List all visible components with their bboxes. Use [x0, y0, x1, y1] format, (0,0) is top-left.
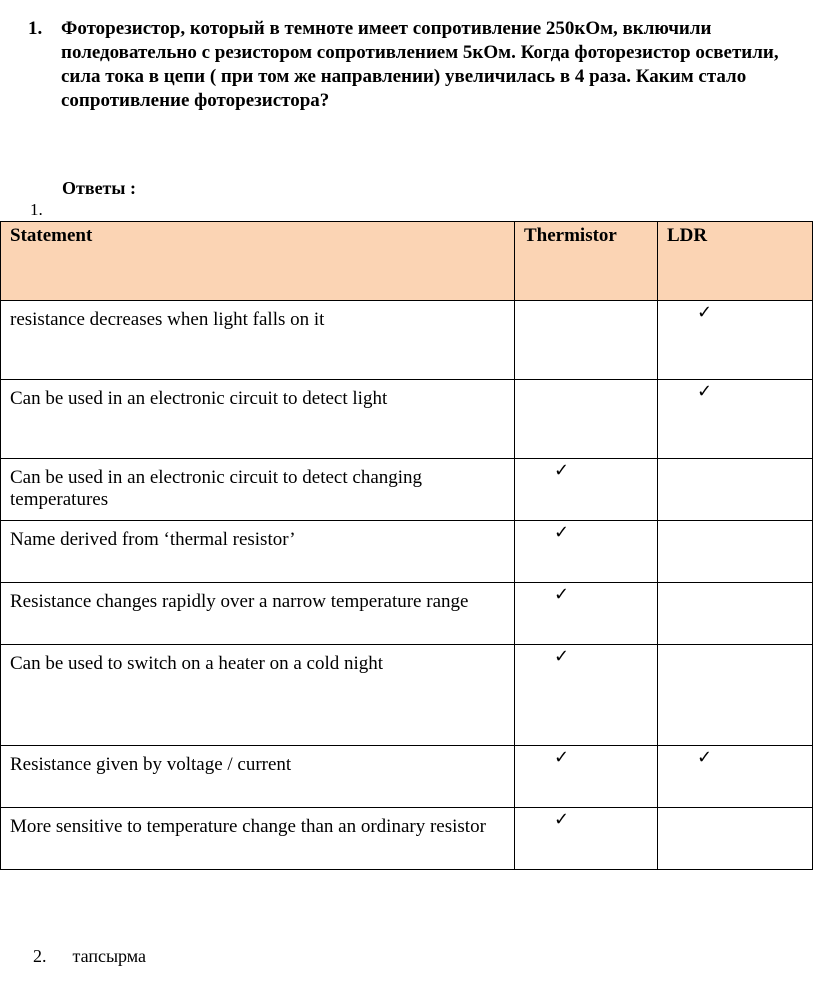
statement-text: Can be used in an electronic circuit to detect changing temperatures [10, 467, 423, 510]
thermistor-cell [515, 808, 658, 870]
table-row [1, 301, 813, 380]
statement-cell [1, 459, 515, 521]
statement-text: Resistance given by voltage / current [10, 754, 292, 775]
thermistor-cell [515, 583, 658, 645]
ldr-cell [658, 808, 813, 870]
header-thermistor [515, 222, 658, 301]
checkmark-icon: ✓ [554, 747, 570, 768]
header-ldr-label: LDR [667, 225, 708, 246]
thermistor-cell [515, 521, 658, 583]
ldr-cell [658, 521, 813, 583]
table-header-row [1, 222, 813, 301]
checkmark-icon: ✓ [554, 646, 570, 667]
header-thermistor-label: Thermistor [524, 225, 617, 246]
statement-text: Name derived from ‘thermal resistor’ [10, 529, 296, 550]
ldr-cell [658, 746, 813, 808]
thermistor-cell [515, 301, 658, 380]
thermistor-cell [515, 746, 658, 808]
checkmark-icon: ✓ [554, 809, 570, 830]
table-row [1, 380, 813, 459]
ldr-cell [658, 583, 813, 645]
thermistor-cell [515, 645, 658, 746]
checkmark-icon: ✓ [554, 522, 570, 543]
table-row [1, 583, 813, 645]
checkmark-icon: ✓ [697, 381, 713, 402]
table-row [1, 808, 813, 870]
thermistor-cell [515, 380, 658, 459]
checkmark-icon: ✓ [697, 747, 713, 768]
statement-cell [1, 746, 515, 808]
ldr-cell [658, 301, 813, 380]
checkmark-icon: ✓ [554, 584, 570, 605]
statement-text: Can be used in an electronic circuit to detect light [10, 388, 388, 409]
ldr-cell [658, 380, 813, 459]
answers-label: Ответы : [62, 178, 136, 198]
task-2-label: тапсырма [72, 946, 147, 966]
statement-text: More sensitive to temperature change than an ordinary resistor [10, 816, 486, 837]
task-2 [33, 946, 146, 967]
statement-cell [1, 301, 515, 380]
table-row [1, 459, 813, 521]
checkmark-icon: ✓ [697, 302, 713, 323]
task-2-number: 2. [33, 946, 47, 966]
statement-cell [1, 521, 515, 583]
statement-cell [1, 645, 515, 746]
table-row [1, 645, 813, 746]
thermistor-cell [515, 459, 658, 521]
statement-text: resistance decreases when light falls on it [10, 309, 325, 330]
ldr-cell [658, 459, 813, 521]
question-1 [28, 17, 788, 113]
question-text: Фоторезистор, который в темноте имеет сопротивление 250кОм, включили поледовательно с резистором сопротивлением 5кОм. Когда фоторезистор осветили, сила тока в цепи ( при том же направлении) увеличилась в 4 раза. Каким стало сопротивление фоторезистора? [61, 18, 779, 111]
statement-cell [1, 380, 515, 459]
ldr-cell [658, 645, 813, 746]
table-row [1, 521, 813, 583]
statement-cell [1, 583, 515, 645]
table-row [1, 746, 813, 808]
header-statement [1, 222, 515, 301]
header-ldr [658, 222, 813, 301]
statement-text: Can be used to switch on a heater on a cold night [10, 653, 384, 674]
answers-table [0, 221, 813, 870]
table-number: 1. [30, 200, 43, 219]
statement-text: Resistance changes rapidly over a narrow temperature range [10, 591, 469, 612]
question-number: 1. [28, 18, 43, 39]
statement-cell [1, 808, 515, 870]
header-statement-label: Statement [10, 225, 93, 246]
checkmark-icon: ✓ [554, 460, 570, 481]
